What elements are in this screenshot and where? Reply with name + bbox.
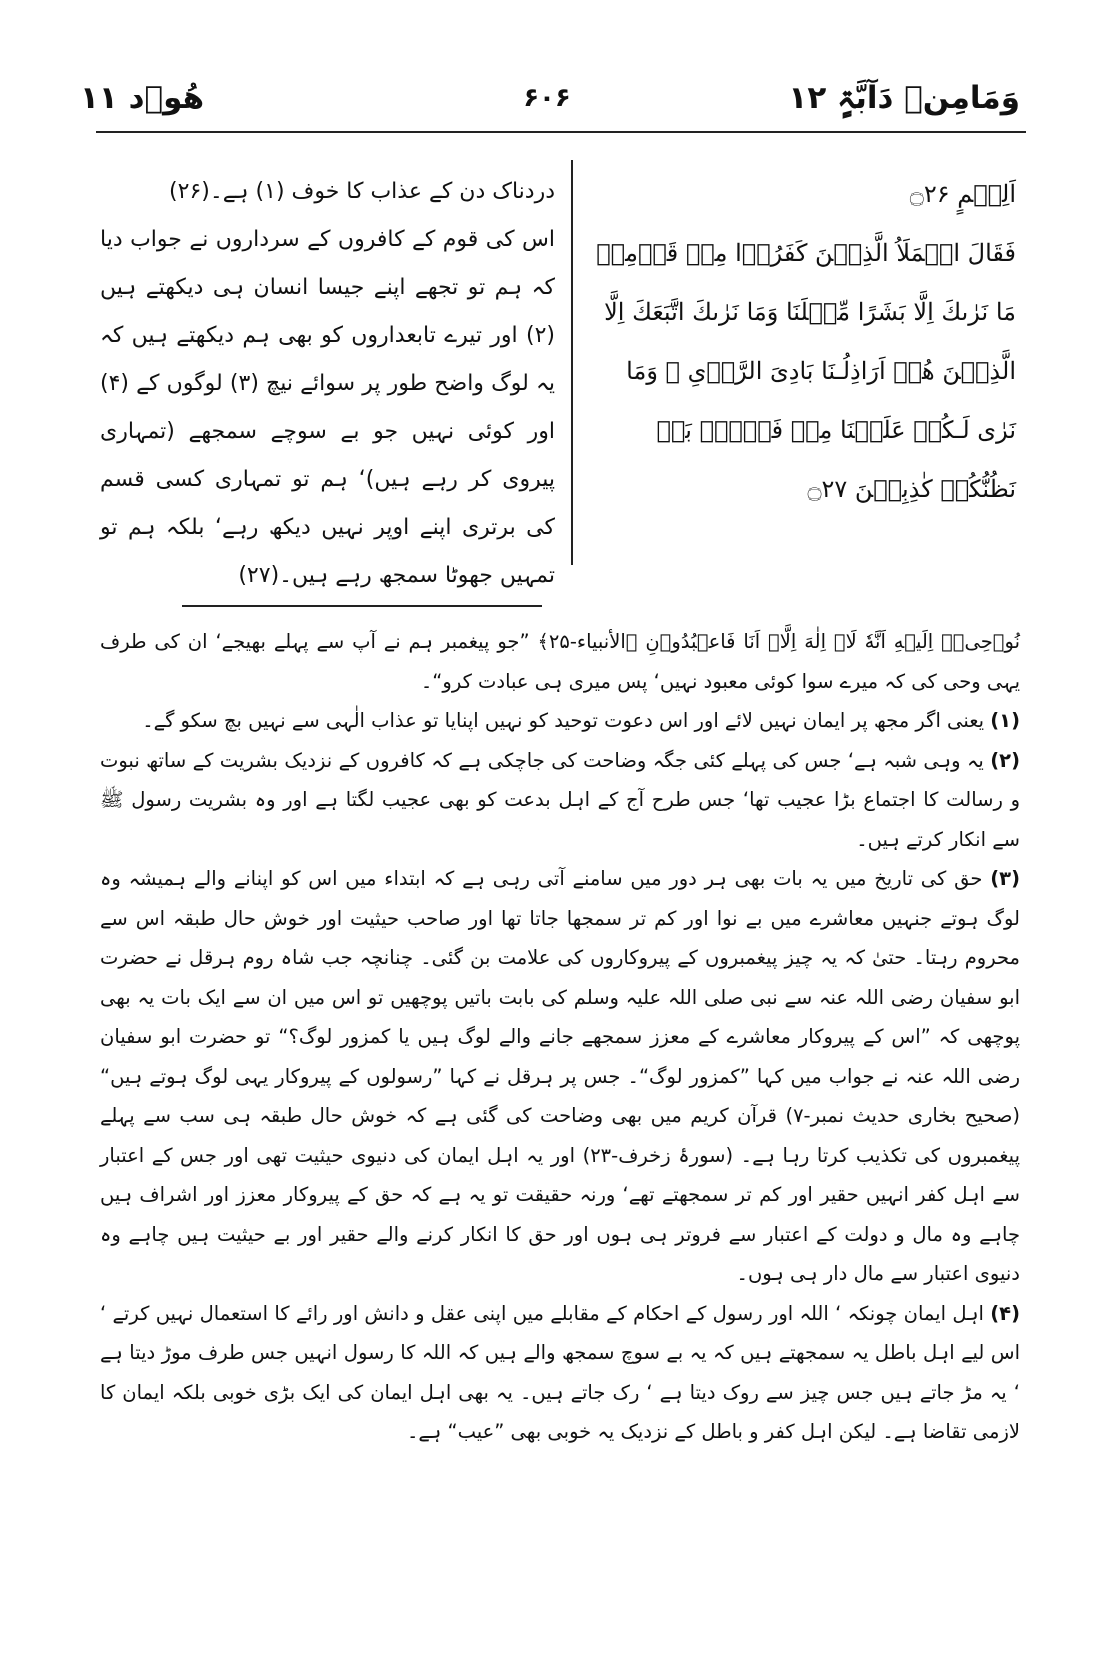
arabic-ayah-27: فَقَالَ الۡمَلَاُ الَّذِيۡنَ كَفَرُوۡا مِنۡ قَوۡمِهٖ مَا نَرٰٮكَ اِلَّا بَشَرًا مِّثۡلَنَا وَمَا نَرٰٮكَ اتَّبَعَكَ اِلَّا الَّذِيۡنَ هُمۡ اَرَاذِلُـنَا بَادِىَ الرَّاۡىِ ۚ وَمَا نَرٰى لَـكُمۡ عَلَيۡنَا مِنۡ فَضۡلٍۢ بَلۡ نَظُنُّكُمۡ كٰذِبِيۡنَ ۝۲۷ [596,239,1016,503]
surah-label: ھُوۡد ۱۱ [80,80,205,116]
footnote-text: یہ وہی شبہ ہے‘ جس کی پہلے کئی جگہ وضاحت کی جاچکی ہے کہ کافروں کے نزدیک بشریت کے ساتھ نبوت و رسالت کا اجتماع بڑا عجیب تھا‘ جس طرح آج کے اہل بدعت کو بھی عجیب لگتا ہے اور وہ بشریت رسول ﷺ سے انکار کرتے ہیں۔ [100,748,1020,851]
footnote-number: (۲) [990,748,1020,772]
footnote-number: (۳) [990,867,1020,890]
footnote-item [100,741,1020,860]
arabic-column [596,165,1016,519]
footnote-item [100,859,1020,1294]
column-divider [571,160,573,565]
footnote-text: اہل ایمان چونکہ ‘ اللہ اور رسول کے احکام کے مقابلے میں اپنی عقل و دانش اور رائے کا استعمال نہیں کرتے ‘ اس لیے اہل باطل یہ سمجھتے ہیں کہ یہ بے سوچ سمجھ والے ہیں کہ اللہ کا رسول انہیں جس طرف موڑ دیتا ہے ‘ یہ مڑ جاتے ہیں جس چیز سے روک دیتا ہے ‘ رک جاتے ہیں۔ یہ بھی اہل ایمان کی ایک بڑی خوبی بلکہ ایمان کا لازمی تقاضا ہے۔ لیکن اہل کفر و باطل کے نزدیک یہ خوبی بھی ”عیب“ ہے۔ [100,1301,1020,1443]
translation-para-27: اس کی قوم کے کافروں کے سرداروں نے جواب دیا کہ ہم تو تجھے اپنے جیسا انسان ہی دیکھتے ہیں (۲) اور تیرے تابعداروں کو بھی ہم دیکھتے ہیں کہ یہ لوگ واضح طور پر سوائے نیچ (۳) لوگوں کے (۴) اور کوئی نہیں جو بے سوچے سمجھے (تمہاری پیروی کر رہے ہیں)‘ ہم تو تمہاری کسی قسم کی برتری اپنے اوپر نہیں دیکھ رہے‘ بلکہ ہم تو تمہیں جھوٹا سمجھ رہے ہیں۔(۲۷) [100,227,556,588]
footnote-item [100,701,1020,741]
footnote-text: یعنی اگر مجھ پر ایمان نہیں لائے اور اس دعوت توحید کو نہیں اپنایا تو عذاب الٰہی سے نہیں بچ سکو گے۔ [142,709,985,732]
juz-label: وَمَامِنۡ دَآبَّۃٍ ۱۲ [788,80,1020,116]
footnote-intro: نُوۡحِىۡۤ اِلَيۡهِ اَنَّهٗ لَاۤ اِلٰهَ اِلَّاۤ اَنَا فَاعۡبُدُوۡنِ ﴿الأنبياء-۲۵﴾ ”جو پیغمبر ہم نے آپ سے پہلے بھیجے‘ ان کی طرف یہی وحی کی کہ میرے سوا کوئی معبود نہیں‘ پس میری ہی عبادت کرو“۔ [100,630,1020,693]
page-number: ۶۰۶ [523,83,571,113]
footnote-number: (۴) [990,1301,1020,1325]
footnote-text: حق کی تاریخ میں یہ بات بھی ہر دور میں سامنے آتی رہی ہے کہ ابتداء میں اس کو اپنانے والے ہمیشہ وہ لوگ ہوتے جنہیں معاشرے میں بے نوا اور کم تر سمجھا جاتا تھا اور صاحب حیثیت اور خوش حال طبقہ اس سے محروم رہتا۔ حتیٰ کہ یہ چیز پیغمبروں کے پیروکاروں کی علامت بن گئی۔ چنانچہ جب شاہ روم ہرقل نے حضرت ابو سفیان رضی اللہ عنہ سے نبی صلی اللہ علیہ وسلم کی بابت باتیں پوچھیں تو اس میں ان سے ایک بات یہ بھی پوچھی کہ ”اس کے پیروکار معاشرے کے معزز سمجھے جانے والے لوگ ہیں یا کمزور لوگ؟“ تو حضرت ابو سفیان رضی اللہ عنہ نے جواب میں کہا ”کمزور لوگ“۔ جس پر ہرقل نے کہا ”رسولوں کے پیروکار یہی لوگ ہوتے ہیں“ (صحیح بخاری حدیث نمبر-۷) قرآن کریم میں بھی وضاحت کی گئی ہے کہ خوش حال طبقہ ہی سب سے پہلے پیغمبروں کی تکذیب کرتا رہا ہے۔ (سورۂ زخرف-۲۳) اور یہ اہل ایمان کی دنیوی حیثیت تھی اور جس کے اعتبار سے اہل کفر انہیں حقیر اور کم تر سمجھتے تھے‘ ورنہ حقیقت تو یہ ہے کہ حق کے پیروکار معزز اور اشراف ہیں چاہے وہ مال و دولت کے اعتبار سے فروتر ہی ہوں اور حق کا انکار کرنے والے حقیر اور بے حیثیت ہیں چاہے وہ دنیوی اعتبار سے مال دار ہی ہوں۔ [100,867,1021,1285]
translation-line-26: دردناک دن کے عذاب کا خوف (۱) ہے۔(۲۶) [169,179,555,204]
header-rule [96,131,1026,133]
footnote-item [100,1294,1020,1452]
footnote-number: (۱) [990,709,1020,732]
footnote-rule [182,605,542,607]
translation-column [100,168,555,600]
footnotes [100,622,1020,1452]
arabic-ayah-26-end: اَلِيۡمٍ ۝۲۶ [909,180,1016,208]
